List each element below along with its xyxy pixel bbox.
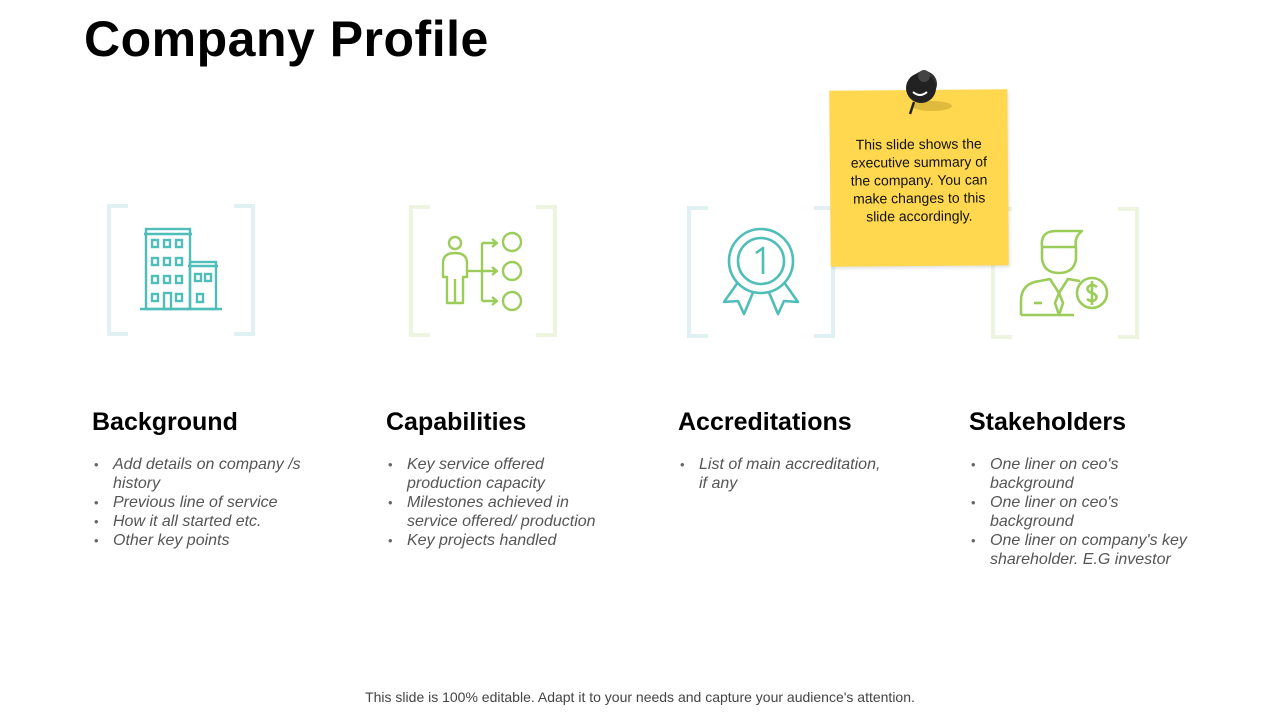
bullet-list bbox=[386, 455, 656, 550]
bullet-item: • Previous line of service bbox=[92, 493, 362, 512]
award-ribbon-icon-frame bbox=[686, 206, 836, 338]
bullet-item: • Milestones achieved in service offered/ production bbox=[386, 493, 607, 531]
flowchart-person-icon bbox=[408, 205, 558, 337]
bullet-item: • Other key points bbox=[92, 531, 362, 550]
award-ribbon-icon bbox=[686, 206, 836, 338]
bullet-list bbox=[678, 455, 948, 493]
bullet-item: • Key projects handled bbox=[386, 531, 656, 550]
section-heading: Accreditations bbox=[678, 408, 852, 436]
businessman-dollar-icon-frame bbox=[990, 207, 1140, 339]
page-title: Company Profile bbox=[84, 11, 489, 67]
section-background bbox=[92, 408, 362, 550]
bullet-list bbox=[969, 455, 1239, 569]
building-icon-frame bbox=[106, 204, 256, 336]
section-heading: Capabilities bbox=[386, 408, 527, 436]
bullet-item: • Add details on company /s history bbox=[92, 455, 313, 493]
bullet-item: • List of main accreditation, if any bbox=[678, 455, 889, 493]
bullet-item: • One liner on ceo's background bbox=[969, 493, 1130, 531]
bullet-list bbox=[92, 455, 362, 550]
building-icon bbox=[106, 204, 256, 336]
bullet-item: • How it all started etc. bbox=[92, 512, 362, 531]
section-heading: Background bbox=[92, 408, 238, 436]
bullet-item: • Key service offered production capacity bbox=[386, 455, 577, 493]
section-stakeholders bbox=[969, 408, 1239, 569]
bullet-item: • One liner on company's key shareholder. E.G investor bbox=[969, 531, 1200, 569]
section-capabilities bbox=[386, 408, 656, 550]
bullet-item: • One liner on ceo's background bbox=[969, 455, 1130, 493]
section-heading: Stakeholders bbox=[969, 408, 1127, 436]
pushpin-icon bbox=[896, 62, 956, 120]
sticky-note-text: This slide shows the executive summary of the company. You can make changes to this slide accordingly. bbox=[850, 135, 988, 225]
section-accreditations bbox=[678, 408, 948, 493]
flowchart-person-icon-frame bbox=[408, 205, 558, 337]
businessman-dollar-icon bbox=[990, 207, 1140, 339]
footer-note: This slide is 100% editable. Adapt it to your needs and capture your audience's attention. bbox=[365, 689, 915, 705]
